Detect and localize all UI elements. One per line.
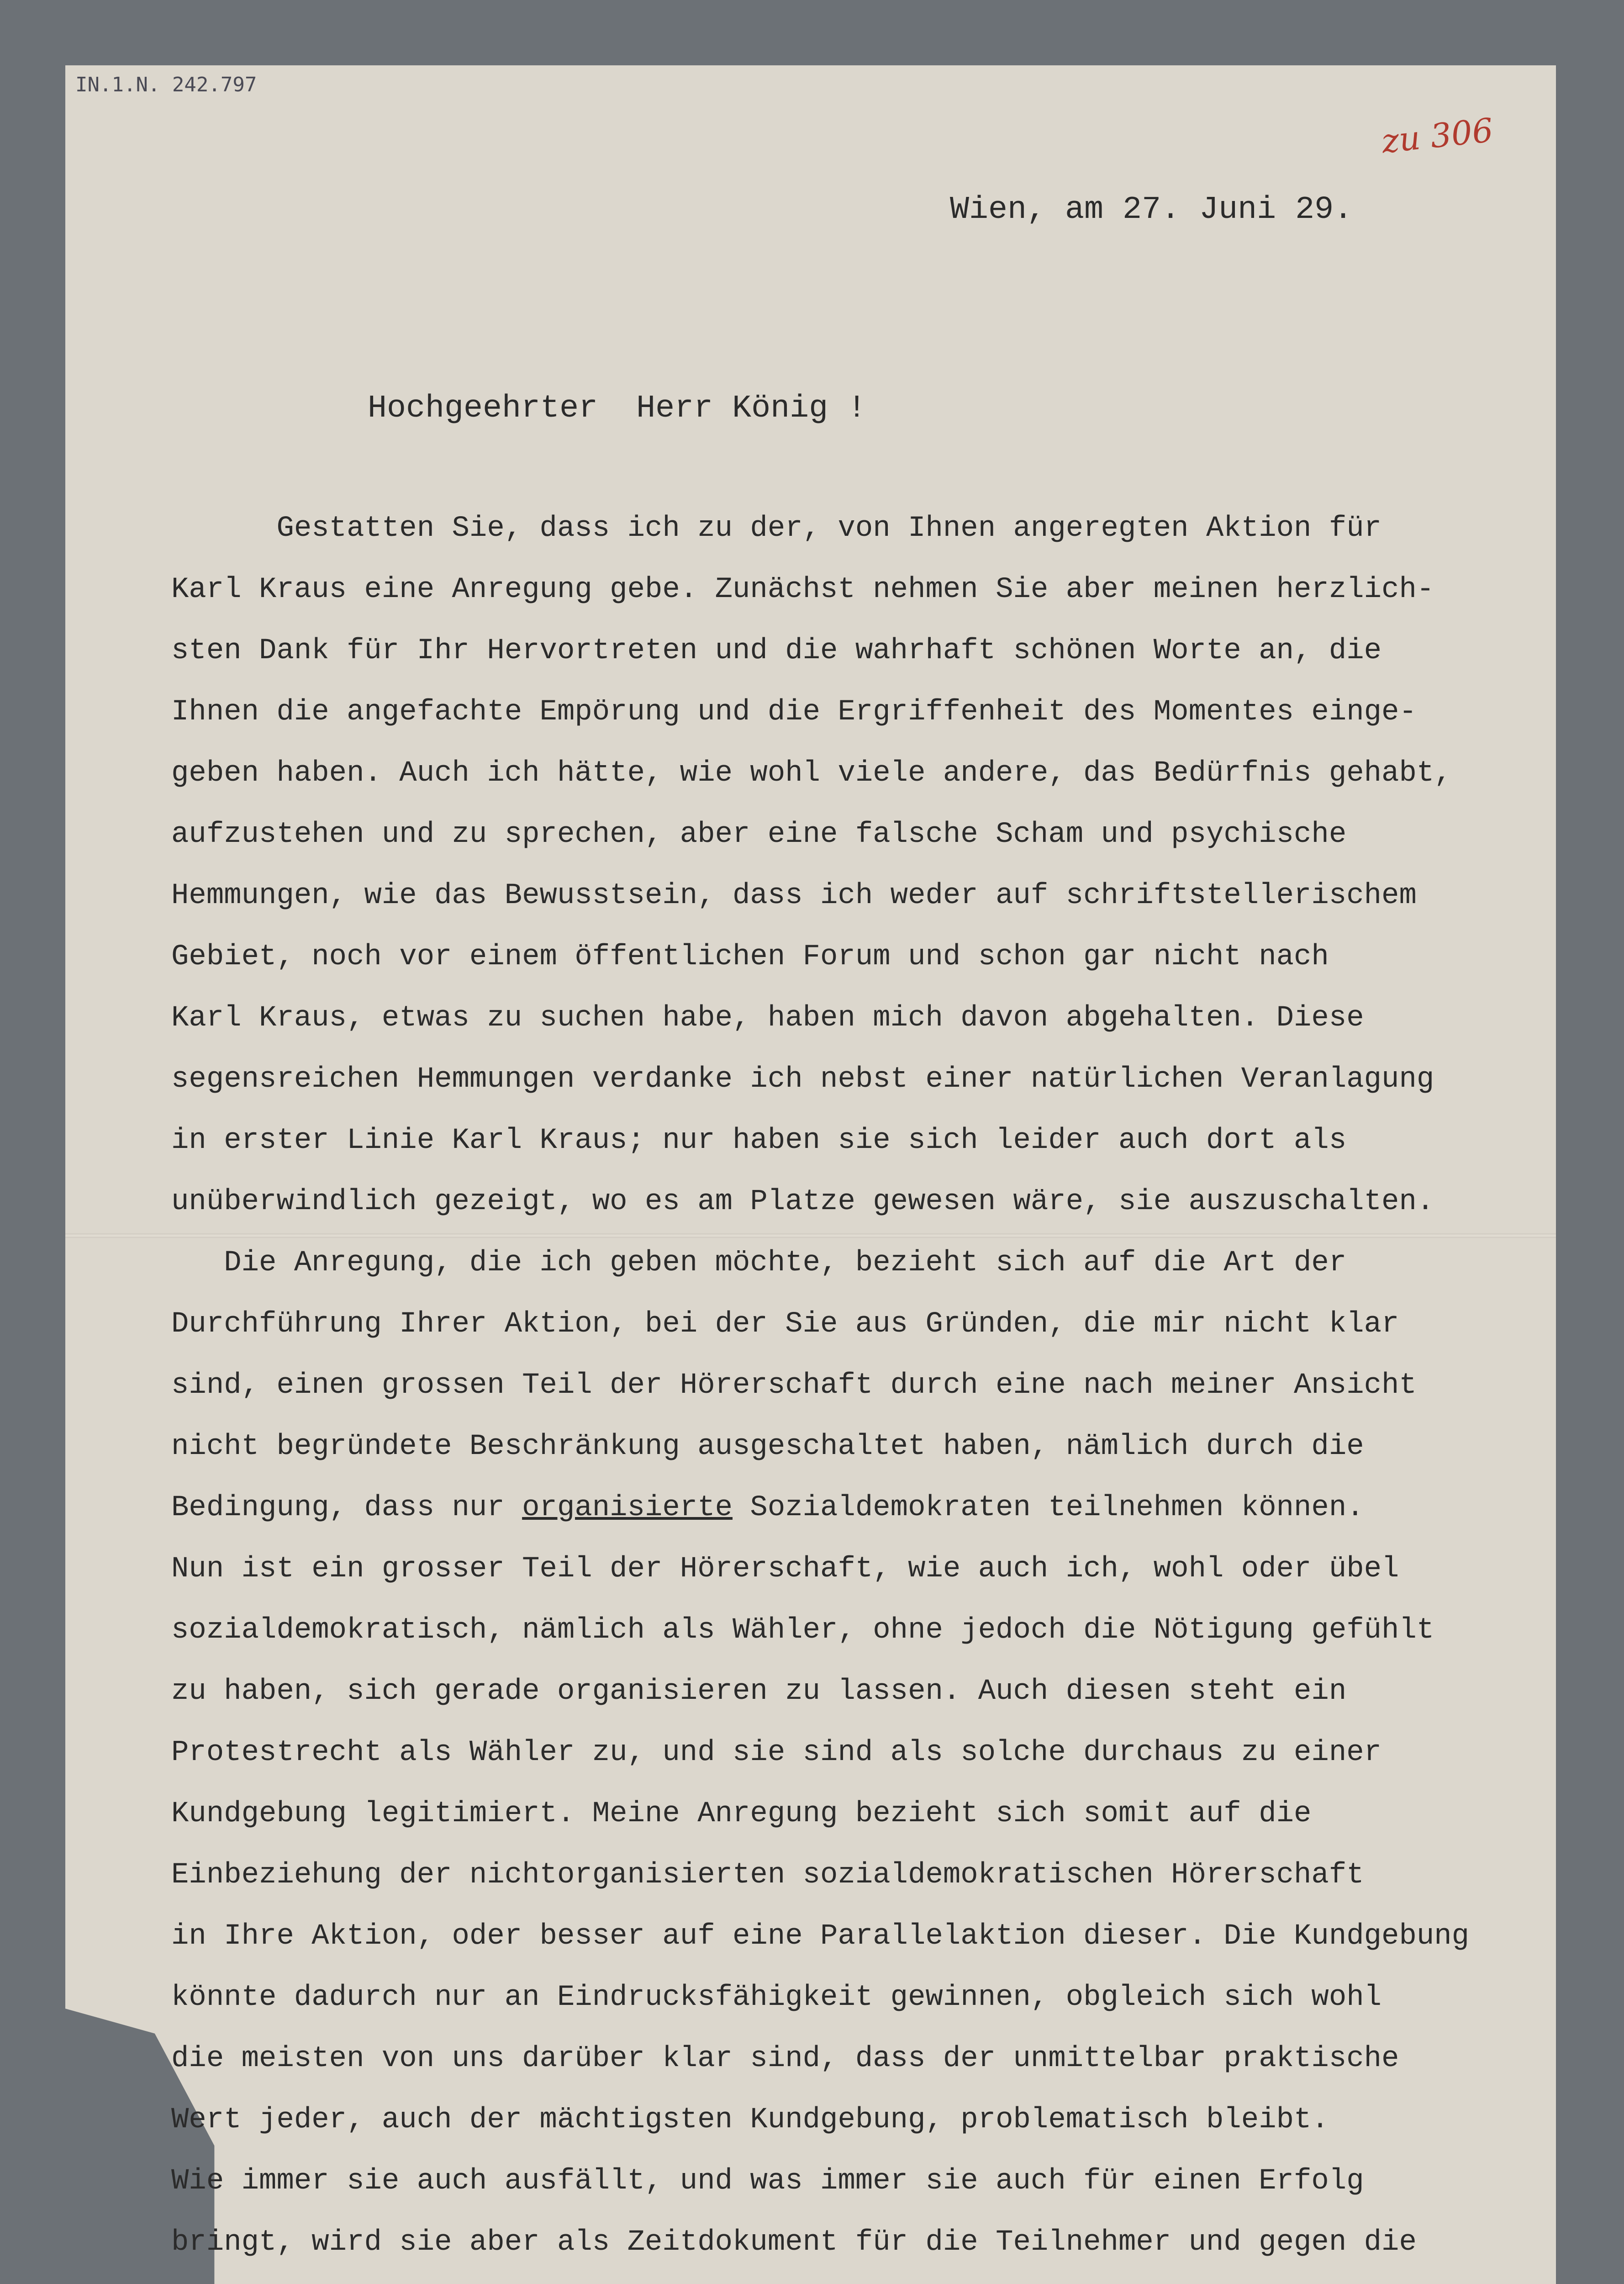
letter-line: segensreichen Hemmungen verdanke ich nebst einer natürlichen Veranlagung	[171, 1063, 1434, 1096]
underlined-word: organisierte	[522, 1491, 733, 1524]
letter-line: Nun ist ein grosser Teil der Hörerschaft, wie auch ich, wohl oder übel	[171, 1553, 1399, 1586]
letter-line: Durchführung Ihrer Aktion, bei der Sie aus Gründen, die mir nicht klar	[171, 1308, 1399, 1341]
letter-line: Protestrecht als Wähler zu, und sie sind als solche durchaus zu einer	[171, 1736, 1382, 1769]
letter-line: nicht begründete Beschränkung ausgeschaltet haben, nämlich durch die	[171, 1430, 1364, 1463]
letter-line: könnte dadurch nur an Eindrucksfähigkeit gewinnen, obgleich sich wohl	[171, 1981, 1382, 2014]
letter-line: Wie immer sie auch ausfällt, und was immer sie auch für einen Erfolg	[171, 2165, 1364, 2198]
letter-line: Die Anregung, die ich geben möchte, bezieht sich auf die Art der	[171, 1247, 1347, 1279]
letter-line: Karl Kraus eine Anregung gebe. Zunächst nehmen Sie aber meinen herzlich-	[171, 573, 1434, 606]
letter-line: Hemmungen, wie das Bewusstsein, dass ich weder auf schriftstellerischem	[171, 879, 1417, 912]
letter-line: aufzustehen und zu sprechen, aber eine falsche Scham und psychische	[171, 818, 1347, 851]
letter-line: sten Dank für Ihr Hervortreten und die wahrhaft schönen Worte an, die	[171, 634, 1382, 667]
letter-line: Gestatten Sie, dass ich zu der, von Ihnen angeregten Aktion für	[171, 512, 1382, 545]
letter-line: bringt, wird sie aber als Zeitdokument für die Teilnehmer und gegen die	[171, 2226, 1417, 2259]
letter-line: sind, einen grossen Teil der Hörerschaft durch eine nach meiner Ansicht	[171, 1369, 1417, 1402]
letter-line: in erster Linie Karl Kraus; nur haben sie sich leider auch dort als	[171, 1124, 1347, 1157]
letter-line: Wert jeder, auch der mächtigsten Kundgebung, problematisch bleibt.	[171, 2104, 1329, 2136]
letter-line: Kundgebung legitimiert. Meine Anregung bezieht sich somit auf die	[171, 1798, 1312, 1830]
letter-line: sozialdemokratisch, nämlich als Wähler, ohne jedoch die Nötigung gefühlt	[171, 1614, 1434, 1647]
letter-salutation: Hochgeehrter Herr König !	[368, 391, 867, 427]
letter-line: unüberwindlich gezeigt, wo es am Platze gewesen wäre, sie auszuschalten.	[171, 1185, 1434, 1218]
letter-line: Karl Kraus, etwas zu suchen habe, haben mich davon abgehalten. Diese	[171, 1002, 1364, 1035]
letter-line: die meisten von uns darüber klar sind, dass der unmittelbar praktische	[171, 2042, 1399, 2075]
letter-line: Einbeziehung der nichtorganisierten sozialdemokratischen Hörerschaft	[171, 1859, 1364, 1892]
letter-line: Gebiet, noch vor einem öffentlichen Forum und schon gar nicht nach	[171, 941, 1329, 973]
letter-line: Bedingung, dass nur organisierte Sozialdemokraten teilnehmen können.	[171, 1491, 1364, 1524]
archive-stamp: IN.1.N. 242.797	[75, 73, 257, 96]
handwritten-page-note: zu 306	[1380, 111, 1495, 161]
letter-body	[171, 498, 1469, 2273]
letter-line: geben haben. Auch ich hätte, wie wohl viele andere, das Bedürfnis gehabt,	[171, 757, 1452, 790]
letter-line: in Ihre Aktion, oder besser auf eine Parallelaktion dieser. Die Kundgebung	[171, 1920, 1470, 1953]
letter-line: zu haben, sich gerade organisieren zu lassen. Auch diesen steht ein	[171, 1675, 1347, 1708]
letter-line: Ihnen die angefachte Empörung und die Ergriffenheit des Momentes einge-	[171, 696, 1417, 729]
letter-dateline: Wien, am 27. Juni 29.	[950, 192, 1353, 228]
